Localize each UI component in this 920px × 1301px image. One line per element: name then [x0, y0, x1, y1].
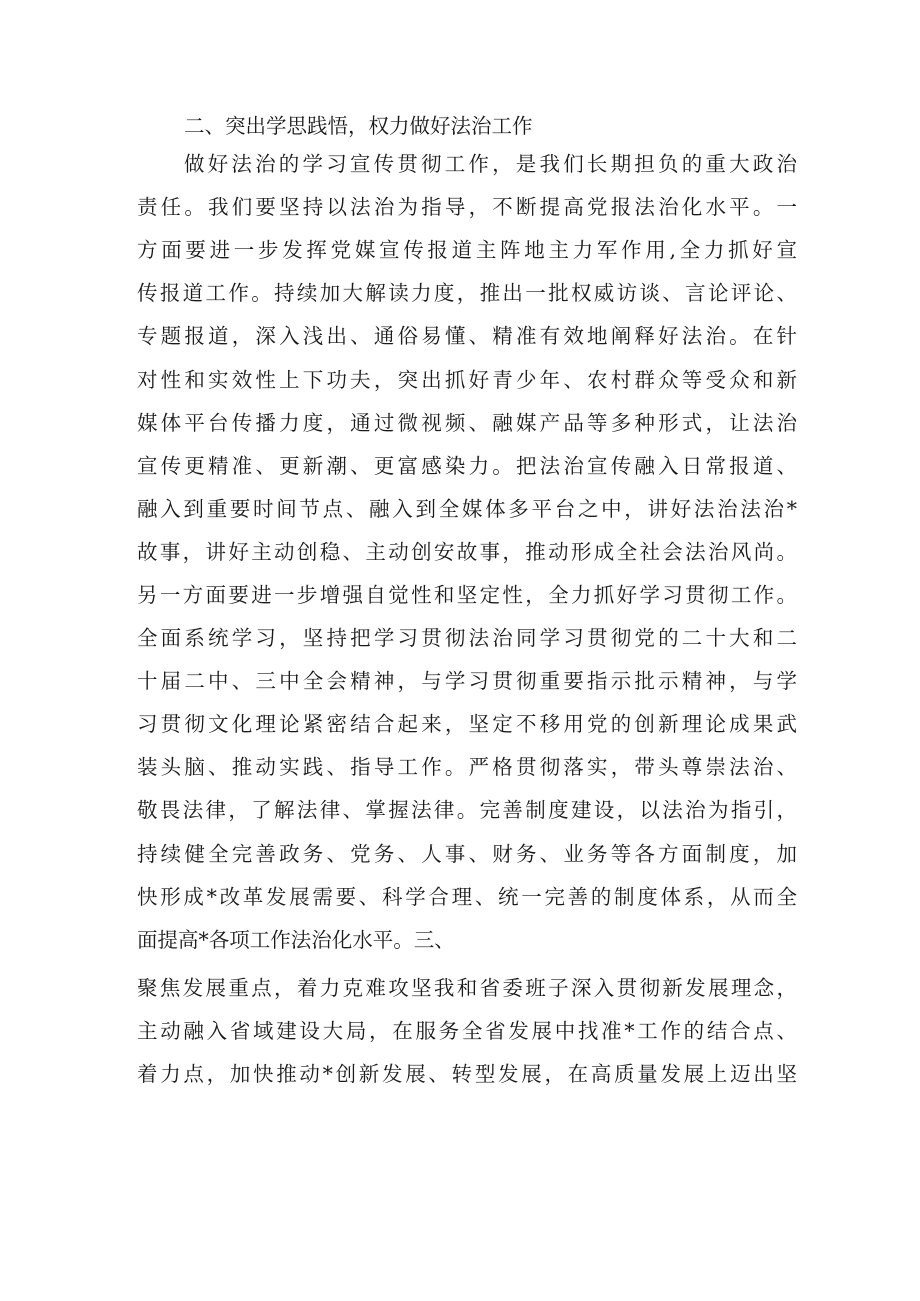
paragraph-line: 责任。我们要坚持以法治为指导，不断提高党报法治化水平。一: [137, 195, 797, 219]
paragraph-line: 装头脑、推动实践、指导工作。严格贯彻落实，带头尊崇法治、: [137, 755, 797, 779]
section-heading: 二、突出学思践悟，权力做好法治工作: [184, 114, 533, 138]
paragraph-line: 面提高*各项工作法治化水平。三、: [137, 928, 455, 952]
paragraph-line: 故事，讲好主动创稳、主动创安故事，推动形成全社会法治风尚。: [137, 540, 797, 564]
paragraph-line: 持续健全完善政务、党务、人事、财务、业务等各方面制度，加: [137, 842, 797, 866]
paragraph-line: 对性和实效性上下功夫，突出抓好青少年、农村群众等受众和新: [137, 368, 797, 392]
paragraph-line: 传报道工作。持续加大解读力度，推出一批权威访谈、言论评论、: [137, 281, 797, 305]
paragraph-line: 方面要进一步发挥党媒宣传报道主阵地主力军作用,全力抓好宣: [137, 238, 797, 262]
section-three-line: 着力点，加快推动*创新发展、转型发展，在高质量发展上迈出坚: [137, 1062, 797, 1086]
paragraph-line: 敬畏法律，了解法律、掌握法律。完善制度建设，以法治为指引，: [137, 798, 797, 822]
paragraph-line: 做好法治的学习宣传贯彻工作，是我们长期担负的重大政治: [184, 152, 797, 176]
paragraph-line: 习贯彻文化理论紧密结合起来，坚定不移用党的创新理论成果武: [137, 712, 797, 736]
paragraph-line: 十届二中、三中全会精神，与学习贯彻重要指示批示精神，与学: [137, 669, 797, 693]
paragraph-line: 另一方面要进一步增强自觉性和坚定性，全力抓好学习贯彻工作。: [137, 583, 797, 607]
paragraph-line: 快形成*改革发展需要、科学合理、统一完善的制度体系，从而全: [137, 885, 797, 909]
section-three-line: 聚焦发展重点，着力克难攻坚我和省委班子深入贯彻新发展理念，: [137, 976, 797, 1000]
paragraph-line: 宣传更精准、更新潮、更富感染力。把法治宣传融入日常报道、: [137, 454, 797, 478]
paragraph-line: 专题报道，深入浅出、通俗易懂、精准有效地阐释好法治。在针: [137, 324, 797, 348]
paragraph-line: 融入到重要时间节点、融入到全媒体多平台之中，讲好法治法治*: [137, 497, 797, 521]
paragraph-line: 媒体平台传播力度，通过微视频、融媒产品等多种形式，让法治: [137, 411, 797, 435]
section-three-line: 主动融入省域建设大局，在服务全省发展中找准*工作的结合点、: [137, 1019, 797, 1043]
paragraph-line: 全面系统学习，坚持把学习贯彻法治同学习贯彻党的二十大和二: [137, 626, 797, 650]
